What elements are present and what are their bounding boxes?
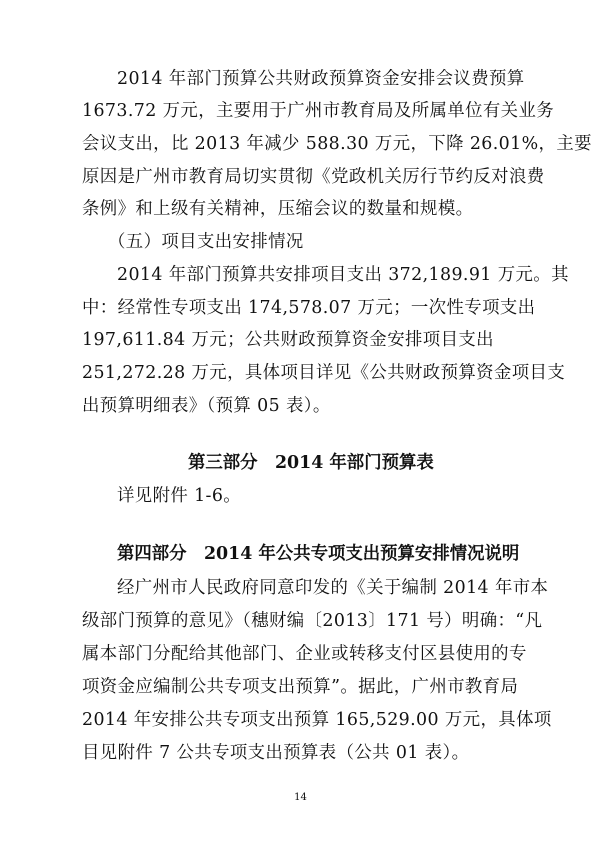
section-heading: （五）项目支出安排情况 xyxy=(108,232,304,252)
paragraph-line: 详见附件 1-6。 xyxy=(117,486,242,506)
paragraph-line: 级部门预算的意见》（穗财编〔2013〕171 号）明确：“凡 xyxy=(82,611,543,631)
paragraph-line: 2014 年安排公共专项支出预算 165,529.00 万元，具体项 xyxy=(82,710,552,730)
paragraph-line: 出预算明细表》（预算 05 表）。 xyxy=(82,396,331,416)
paragraph-line: 会议支出，比 2013 年减少 588.30 万元，下降 26.01%，主要 xyxy=(82,134,592,154)
part-3-heading: 第三部分 2014 年部门预算表 xyxy=(188,453,434,473)
paragraph-line: 项资金应编制公共专项支出预算”。据此，广州市教育局 xyxy=(82,677,519,697)
paragraph-line: 中：经常性专项支出 174,578.07 万元；一次性专项支出 xyxy=(82,298,536,318)
paragraph-line: 经广州市人民政府同意印发的《关于编制 2014 年市本 xyxy=(117,578,549,598)
paragraph-line: 1673.72 万元，主要用于广州市教育局及所属单位有关业务 xyxy=(82,101,555,121)
part-4-heading: 第四部分 2014 年公共专项支出预算安排情况说明 xyxy=(117,544,520,564)
paragraph-line: 条例》和上级有关精神，压缩会议的数量和规模。 xyxy=(82,199,474,219)
paragraph-line: 2014 年部门预算公共财政预算资金安排会议费预算 xyxy=(117,69,525,89)
paragraph-line: 2014 年部门预算共安排项目支出 372,189.91 万元。其 xyxy=(117,265,569,285)
paragraph-line: 目见附件 7 公共专项支出预算表（公共 01 表）。 xyxy=(82,743,470,763)
paragraph-line: 属本部门分配给其他部门、企业或转移支付区县使用的专 xyxy=(82,644,527,664)
paragraph-line: 251,272.28 万元，具体项目详见《公共财政预算资金项目支 xyxy=(82,363,566,383)
paragraph-line: 原因是广州市教育局切实贯彻《党政机关厉行节约反对浪费 xyxy=(82,167,545,187)
paragraph-line: 197,611.84 万元；公共财政预算资金安排项目支出 xyxy=(82,330,494,350)
page-number: 14 xyxy=(294,792,307,803)
